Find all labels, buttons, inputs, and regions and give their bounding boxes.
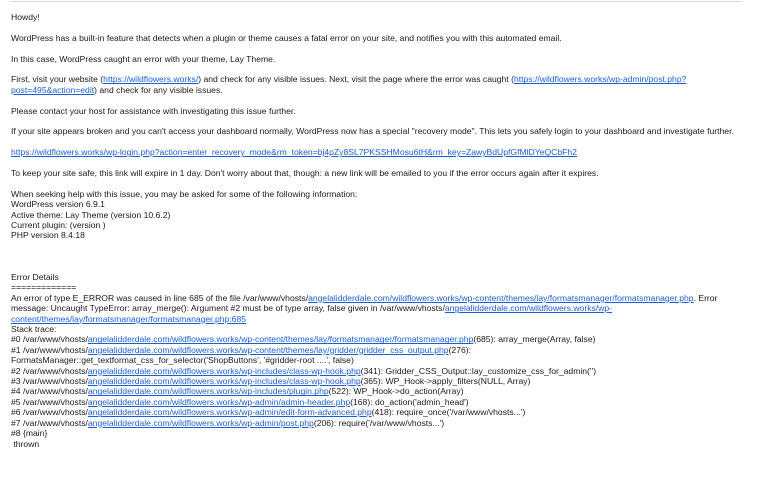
visit-text-1: First, visit your website (	[11, 74, 104, 85]
stack-line: #7 /var/www/vhosts/angelalidderdale.com/wildflowers.works/wp-admin/post.php(206): require('/var/www/vhosts...')	[11, 417, 445, 428]
stack-line: FormatsManager::get_textformat_css_for_selector('ShopButtons', '#gridder-root ....', false)	[11, 355, 354, 366]
stack-file-link[interactable]: angelalidderdale.com/wildflowers.works/wp-content/themes/lay/gridder/gridder_css_output.php	[87, 344, 449, 355]
visit-instructions	[11, 74, 746, 95]
stack-line: #8 {main}	[11, 428, 48, 439]
error-text-1: An error of type E_ERROR was caused in line 685 of the file /var/www/vhosts/	[11, 292, 309, 303]
spacer	[11, 262, 746, 272]
error-file-link[interactable]: angelalidderdale.com/wildflowers.works/wp-content/themes/lay/formatsmanager/formatsmanager.php	[308, 292, 694, 303]
greeting: Howdy!	[11, 12, 40, 22]
error-details-heading: Error Details	[11, 272, 59, 282]
stack-trace	[11, 334, 746, 438]
error-message	[11, 293, 746, 324]
stack-file-link[interactable]: angelalidderdale.com/wildflowers.works/wp-includes/class-wp-hook.php	[87, 365, 361, 376]
recovery-link-line	[11, 147, 746, 157]
stack-file-link[interactable]: angelalidderdale.com/wildflowers.works/wp-admin/admin-header.php	[87, 396, 351, 407]
stack-line: #3 /var/www/vhosts/angelalidderdale.com/wildflowers.works/wp-includes/class-wp-hook.php(365): WP_Hook->apply_filters(NULL, Array)	[11, 376, 531, 387]
active-theme: Active theme: Lay Theme (version 10.6.2)	[11, 209, 171, 220]
error-page-link[interactable]: https://wildflowers.works/wp-admin/post.php?post=495&action=edit	[11, 74, 687, 95]
top-divider	[10, 1, 742, 2]
stack-file-link[interactable]: angelalidderdale.com/wildflowers.works/wp-admin/edit-form-advanced.php	[87, 407, 372, 418]
help-info-block	[11, 189, 746, 241]
visit-text-3: ) and check for any visible issues.	[94, 84, 223, 95]
php-version: PHP version 8.4.18	[11, 230, 85, 241]
website-link[interactable]: https://wildflowers.works/	[103, 74, 199, 85]
error-line-link[interactable]: angelalidderdale.com/wildflowers.works/wp-content/themes/lay/formatsmanager/formatsmanager.php:685	[11, 303, 613, 324]
visit-text-2: ) and check for any visible issues. Next, visit the page where the error was caught (	[198, 74, 514, 85]
stack-line: #0 /var/www/vhosts/angelalidderdale.com/wildflowers.works/wp-content/themes/lay/formatsmanager/formatsmanager.php(685): array_merge(Array, false)	[11, 334, 596, 345]
stack-line: #1 /var/www/vhosts/angelalidderdale.com/wildflowers.works/wp-content/themes/lay/gridder/gridder_css_output.php(276):	[11, 344, 471, 355]
stack-file-link[interactable]: angelalidderdale.com/wildflowers.works/wp-includes/plugin.php	[87, 386, 329, 397]
stack-line: #6 /var/www/vhosts/angelalidderdale.com/wildflowers.works/wp-admin/edit-form-advanced.php(418): require_once('/var/www/vhosts...')	[11, 407, 526, 418]
spacer	[11, 241, 746, 262]
stack-line: #2 /var/www/vhosts/angelalidderdale.com/wildflowers.works/wp-includes/class-wp-hook.php(341): Gridder_CSS_Output::lay_customize_css_for_admin('')	[11, 365, 597, 376]
recovery-mode-link[interactable]: https://wildflowers.works/wp-login.php?action=enter_recovery_mode&rm_token=bj4pZy8SL7PKSSHMosu6tH&rm_key=ZawyBdUpfGfMlDYeQCbFh2	[11, 147, 577, 158]
stack-file-link[interactable]: angelalidderdale.com/wildflowers.works/wp-includes/class-wp-hook.php	[87, 376, 361, 387]
stack-line: #5 /var/www/vhosts/angelalidderdale.com/wildflowers.works/wp-admin/admin-header.php(168): do_action('admin_head')	[11, 396, 469, 407]
error-details-block	[11, 272, 746, 449]
error-details-rule: =============	[11, 282, 77, 293]
contact-host-text: Please contact your host for assistance with investigating this issue further.	[11, 105, 296, 116]
current-plugin: Current plugin: (version )	[11, 220, 106, 230]
wordpress-version: WordPress version 6.9.1	[11, 199, 105, 210]
theme-notice: In this case, WordPress caught an error with your theme, Lay Theme.	[11, 53, 276, 64]
expiry-text: To keep your site safe, this link will expire in 1 day. Don't worry about that, though: a new link will be emailed to you if the error occurs again after it expires.	[11, 167, 599, 178]
thrown-text: thrown	[11, 438, 40, 449]
recovery-mode-text: If your site appears broken and you can't access your dashboard normally, WordPress now has a special "recovery mode". This lets you safely login to your dashboard and investigate further.	[11, 126, 734, 137]
help-intro: When seeking help with this issue, you may be asked for some of the following information:	[11, 188, 358, 199]
email-body	[11, 12, 746, 449]
stack-trace-label: Stack trace:	[11, 324, 57, 335]
stack-line: #4 /var/www/vhosts/angelalidderdale.com/wildflowers.works/wp-includes/plugin.php(522): WP_Hook->do_action(Array)	[11, 386, 464, 397]
stack-file-link[interactable]: angelalidderdale.com/wildflowers.works/wp-content/themes/lay/formatsmanager/formatsmanager.php	[87, 334, 474, 345]
error-text-2: . Error message: Uncaught TypeError: array_merge(): Argument #2 must be of type array, false given in /var/www/vhosts/	[11, 292, 718, 314]
intro-text: WordPress has a built-in feature that detects when a plugin or theme causes a fatal error on your site, and notifies you with this automated email.	[11, 32, 562, 43]
stack-file-link[interactable]: angelalidderdale.com/wildflowers.works/wp-admin/post.php	[87, 417, 314, 428]
